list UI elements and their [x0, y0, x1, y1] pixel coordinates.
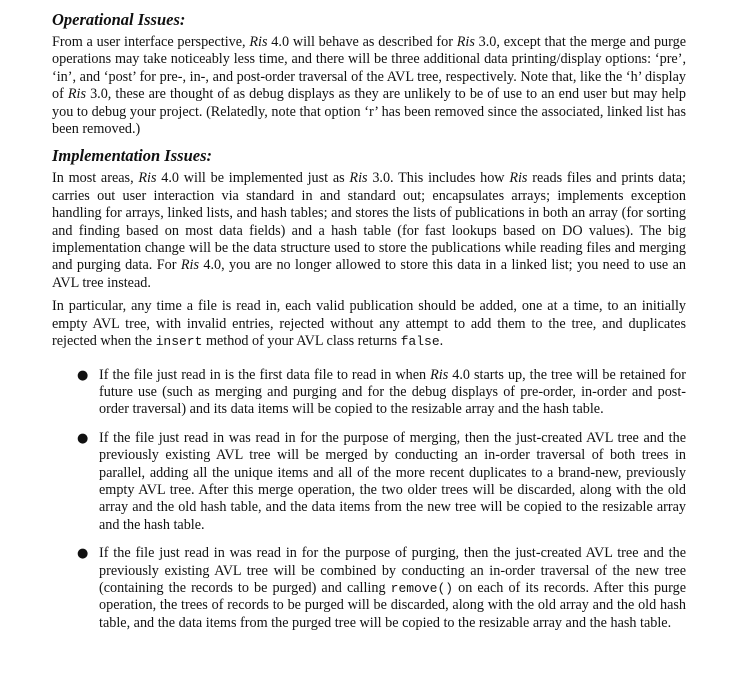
list-item: ● If the file just read in is the first data file to read in when Ris 4.0 starts up, the tree will be retained for future use (such as merging and purging and for the debug displays of pre-order, in-order and post-order traversal) and its data items will be copied to the resizable array and the hash table.: [77, 366, 686, 418]
operational-issues-paragraph: From a user interface perspective, Ris 4.0 will behave as described for Ris 3.0, except that the merge and purge operations may take noticeably less time, and there will be three additional data printing/display options: ‘pre’, ‘in’, and ‘post’ for pre-, in-, and post-order traversal of the AVL tree, respectively. Note that, like the ‘h’ display of Ris 3.0, these are thought of as debug displays as they are unlikely to be of use to an end user but may help you to debug your project. (Relatedly, note that option ‘r’ has been removed since the associated, linked list has been removed.): [52, 34, 686, 138]
implementation-issues-heading: Implementation Issues:: [52, 146, 212, 166]
remove-code: remove(): [390, 580, 454, 596]
false-code: false: [400, 334, 440, 350]
operational-issues-heading: Operational Issues:: [52, 10, 186, 29]
bullet-list: [52, 367, 686, 633]
bullet-icon: ●: [77, 430, 89, 446]
insert-code: insert: [155, 334, 203, 350]
list-item: ● If the file just read in was read in for the purpose of merging, then the just-created AVL tree and the previously existing AVL tree will be merged by conducting an in-order traversal of both trees in parallel, adding all the unique items and all of the more recent duplicates to a brand-new, previously empty AVL tree. After this merge operation, the two older trees will be discarded, along with the old array and the old hash table, and the data items from the new tree will be copied to the resizable array and the hash table.: [77, 429, 686, 533]
bullet-icon: ●: [77, 546, 89, 562]
bullet-icon: ●: [77, 367, 89, 383]
implementation-issues-paragraph-2: In particular, any time a file is read in, each valid publication should be added, one at a time, to an initially empty AVL tree, with invalid entries, rejected without any attempt to add them to the tree, and duplicates rejected when the insert method of your AVL class returns false.: [52, 298, 686, 350]
implementation-issues-paragraph-1: In most areas, Ris 4.0 will be implemented just as Ris 3.0. This includes how Ris reads files and prints data; carries out user interaction via standard in and standard out; encapsulates arrays; implements exception handling for arrays, linked lists, and hash tables; and stores the lists of publications in both an array (for sorting and finding based on most data fields) and a hash table (for fast lookups based on DO values). The big implementation change will be the data structure used to store the publications while reading files and merging and purging data. For Ris 4.0, you are no longer allowed to store this data in a linked list; you need to use an AVL tree instead.: [52, 170, 686, 291]
list-item: ● If the file just read in was read in for the purpose of purging, then the just-created AVL tree and the previously existing AVL tree will be combined by conducting an in-order traversal of the new tree (containing the records to be purged) and calling remove() on each of its records. After this purge operation, the trees of records to be purged will be discarded, along with the old array and the old hash table, and the data items from the purged tree will be copied to the resizable array and the hash table.: [77, 545, 686, 631]
